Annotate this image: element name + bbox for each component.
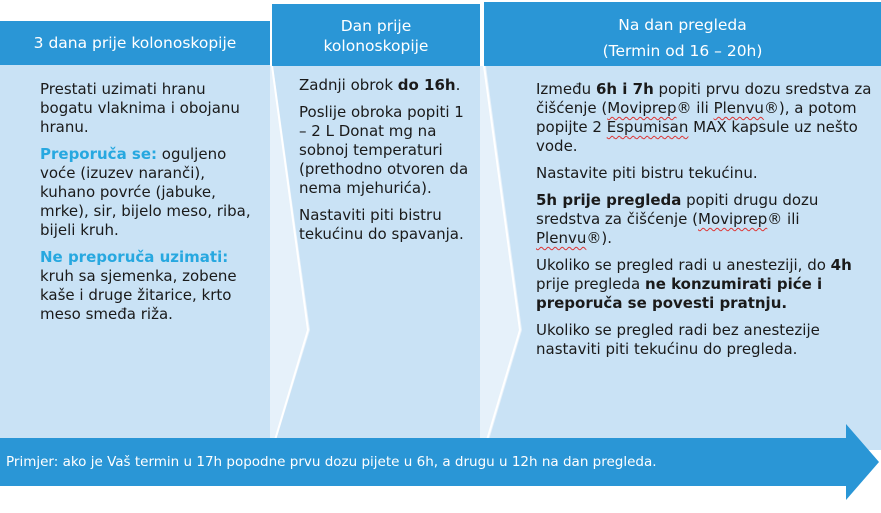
col3-paragraph-5: Ukoliko se pregled radi bez anestezije nastaviti piti tekućinu do pregleda. xyxy=(536,321,820,358)
col3-paragraph-1: Između 6h i 7h popiti prvu dozu sredstva za čišćenje (Moviprep® ili Plenvu®), a potom popijte 2 Espumisan MAX kapsule uz nešto vode. xyxy=(536,80,872,155)
col1-paragraph-1: Prestati uzimati hranu bogatu vlaknima i obojanu hranu. xyxy=(40,80,240,136)
col3-paragraph-3: 5h prije pregleda popiti drugu dozu sredstva za čišćenje (Moviprep® ili Plenvu®). xyxy=(536,191,819,247)
not-recommended-label: Ne preporuča uzimati: xyxy=(40,248,229,266)
col2-header-line1: Dan prije xyxy=(340,17,412,35)
col1-header xyxy=(0,33,270,53)
col2-paragraph-2: Poslije obroka popiti 1 – 2 L Donat mg na sobnoj temperaturi (prethodno otvoren da nema mjehurića). xyxy=(299,103,469,197)
col2-header-line2: kolonoskopije xyxy=(323,37,429,55)
col2-body xyxy=(299,76,475,252)
col3-header xyxy=(484,12,881,64)
col3-header-line1: Na dan pregleda xyxy=(618,16,747,34)
col3-paragraph-4: Ukoliko se pregled radi u anesteziji, do 4h prije pregleda ne konzumirati piće i preporuča se povesti pratnju. xyxy=(536,256,852,312)
col1-paragraph-3: Ne preporuča uzimati: kruh sa sjemenka, zobene kaše i druge žitarice, krto meso smeđa riža. xyxy=(40,248,237,323)
example-banner xyxy=(6,453,657,471)
col2-paragraph-3: Nastaviti piti bistru tekućinu do spavanja. xyxy=(299,206,464,243)
example-banner-text: Primjer: ako je Vaš termin u 17h popodne prvu dozu pijete u 6h, a drugu u 12h na dan pregleda. xyxy=(6,454,657,470)
col3-paragraph-2: Nastavite piti bistru tekućinu. xyxy=(536,164,758,182)
col1-header-text: 3 dana prije kolonoskopije xyxy=(33,34,237,52)
recommended-label: Preporuča se: xyxy=(40,145,158,163)
col2-paragraph-1: Zadnji obrok do 16h. xyxy=(299,76,461,94)
col1-body xyxy=(40,80,262,332)
col3-header-line2: (Termin od 16 – 20h) xyxy=(602,42,763,60)
col1-paragraph-2: Preporuča se: oguljeno voće (izuzev naranči), kuhano povrće (jabuke, mrke), sir, bijelo meso, riba, bijeli kruh. xyxy=(40,145,251,239)
col3-body xyxy=(536,80,874,367)
col2-header xyxy=(272,16,480,56)
